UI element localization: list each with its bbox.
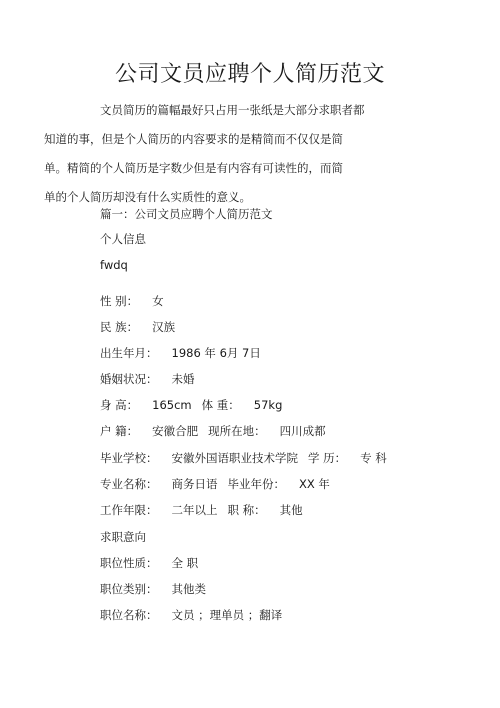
field-birth xyxy=(100,344,261,362)
field-school-education xyxy=(100,449,387,467)
section-heading: 篇一：公司文员应聘个人简历范文 xyxy=(100,207,273,221)
field-value: 未婚 xyxy=(171,372,195,386)
field-label: 民 族： xyxy=(100,320,139,334)
field-value: 二年以上 xyxy=(171,503,218,517)
intro-line: 单。精简的个人简历是字数少但是有内容有可读性的，而简 xyxy=(44,161,343,175)
field-label: 户 籍： xyxy=(100,424,139,438)
field-value: XX 年 xyxy=(299,477,330,491)
field-value: 商务日语 xyxy=(171,477,218,491)
field-label: 职位名称： xyxy=(100,608,158,622)
field-workyears-jobtitle xyxy=(100,501,303,519)
field-value: 57kg xyxy=(253,398,283,412)
field-label: 学 历： xyxy=(308,451,347,465)
field-label: 毕业学校： xyxy=(100,451,158,465)
field-label: 身 高： xyxy=(100,398,139,412)
field-value: 165cm xyxy=(152,398,192,412)
field-value: 四川成都 xyxy=(279,424,326,438)
field-label: 专业名称： xyxy=(100,477,158,491)
field-job-nature xyxy=(100,554,198,572)
field-gender xyxy=(100,292,164,310)
field-value: 1986 年 6月 7日 xyxy=(171,346,261,360)
field-value: 专 科 xyxy=(360,451,387,465)
field-label: 现所在地： xyxy=(208,424,266,438)
field-job-position xyxy=(100,606,282,624)
field-value: 全 职 xyxy=(171,556,199,570)
intro-paragraph xyxy=(44,96,464,212)
intro-line: 知道的事，但是个人简历的内容要求的是精简而不仅仅是简 xyxy=(44,132,343,146)
field-marital xyxy=(100,370,195,388)
page-title: 公司文员应聘个人简历范文 xyxy=(114,62,385,87)
field-label: 婚姻状况： xyxy=(100,372,158,386)
field-label: 职 称： xyxy=(227,503,266,517)
field-value: 女 xyxy=(152,294,164,308)
field-label: 出生年月： xyxy=(100,346,158,360)
field-value: 汉族 xyxy=(152,320,176,334)
intro-line: 单的个人简历却没有什么实质性的意义。 xyxy=(44,190,251,204)
field-ethnicity xyxy=(100,318,175,336)
field-value: 文员 ；理单员 ；翻译 xyxy=(171,608,283,622)
field-value: 安徽外国语职业技术学院 xyxy=(171,451,298,465)
field-label: 体 重： xyxy=(201,398,240,412)
field-value: 其他 xyxy=(279,503,303,517)
intro-line: 文员简历的篇幅最好只占用一张纸是大部分求职者都 xyxy=(100,103,365,117)
field-label: 性 别： xyxy=(100,294,139,308)
field-label: 工作年限： xyxy=(100,503,158,517)
field-label: 职位性质： xyxy=(100,556,158,570)
field-value: 安徽合肥 xyxy=(152,424,199,438)
field-label: 职位类别： xyxy=(100,582,158,596)
field-hukou-residence xyxy=(100,422,326,440)
applicant-name: fwdq xyxy=(100,258,128,272)
field-value: 其他类 xyxy=(171,582,206,596)
personal-info-heading: 个人信息 xyxy=(100,232,146,246)
intent-heading: 求职意向 xyxy=(100,530,146,544)
field-height-weight xyxy=(100,396,282,414)
field-job-category xyxy=(100,580,206,598)
field-label: 毕业年份： xyxy=(227,477,285,491)
field-major-gradyear xyxy=(100,475,330,493)
